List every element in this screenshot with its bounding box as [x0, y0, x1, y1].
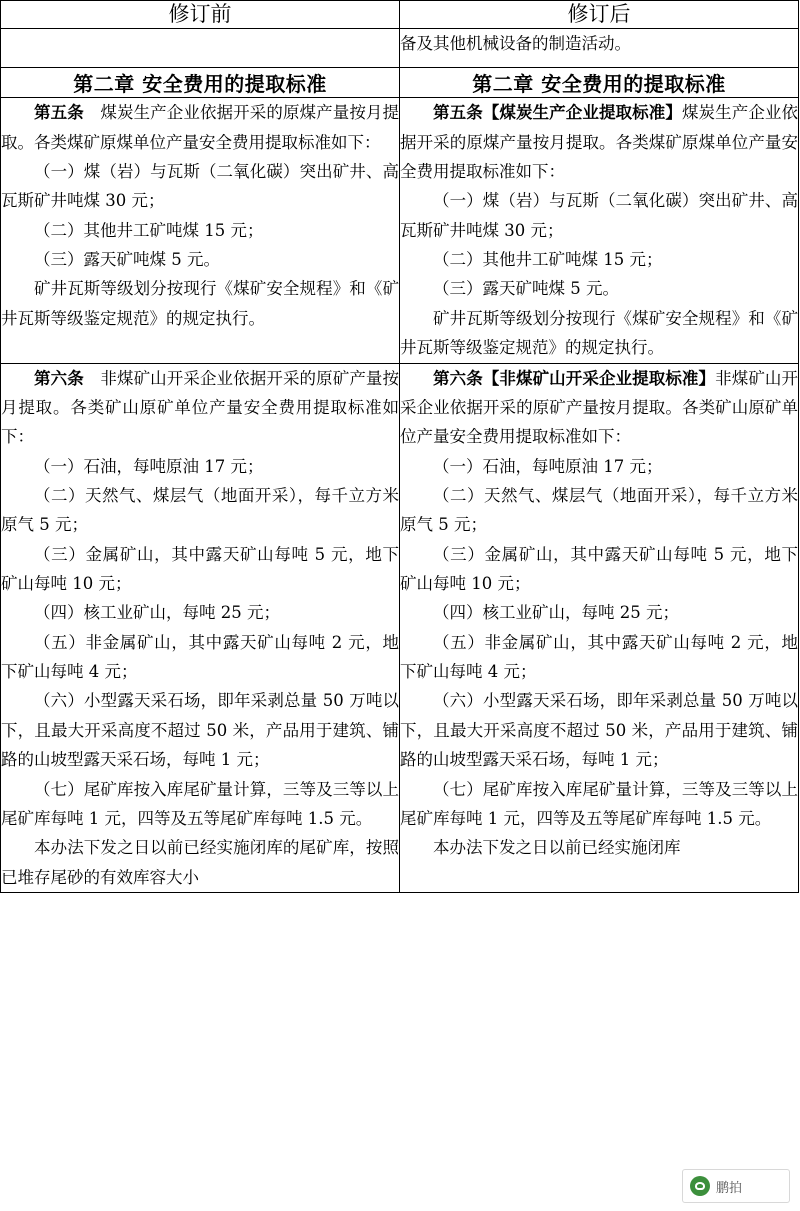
paragraph: （七）尾矿库按入库尾矿量计算，三等及三等以上尾矿库每吨 1 元，四等及五等尾矿库每吨 1.5 元。 [1, 779, 399, 828]
cell-before-article-5 [1, 98, 400, 363]
article-number: 第五条【煤炭生产企业提取标准】 [433, 103, 682, 123]
paragraph: （五）非金属矿山，其中露天矿山每吨 2 元，地下矿山每吨 4 元； [400, 632, 798, 682]
cell-after-continuation: 备及其他机械设备的制造活动。 [400, 29, 799, 68]
paragraph: （七）尾矿库按入库尾矿量计算，三等及三等以上尾矿库每吨 1 元，四等及五等尾矿库每吨 1.5 元。 [400, 779, 798, 828]
paragraph: （二）天然气、煤层气（地面开采），每千立方米原气 5 元； [1, 485, 399, 535]
watermark-badge [682, 1169, 790, 1203]
paragraph: 本办法下发之日以前已经实施闭库 [433, 838, 681, 858]
article-number: 第五条 [34, 103, 84, 123]
cell-before-continuation [1, 29, 400, 68]
column-header-before: 修订前 [1, 1, 400, 29]
paragraph: （一）石油，每吨原油 17 元； [433, 456, 663, 476]
paragraph: （四）核工业矿山，每吨 25 元； [433, 603, 679, 623]
table-row-chapter [1, 68, 799, 98]
paragraph: （六）小型露天采石场，即年采剥总量 50 万吨以下，且最大开采高度不超过 50 米，产品用于建筑、铺路的山坡型露天采石场，每吨 1 元； [1, 691, 399, 770]
paragraph: （六）小型露天采石场，即年采剥总量 50 万吨以下，且最大开采高度不超过 50 米，产品用于建筑、铺路的山坡型露天采石场，每吨 1 元； [400, 691, 798, 770]
table-row-article-5 [1, 98, 799, 363]
paragraph: （一）石油，每吨原油 17 元； [34, 456, 264, 476]
paragraph: （二）其他井工矿吨煤 15 元； [34, 220, 264, 240]
paragraph: （三）露天矿吨煤 5 元。 [34, 250, 220, 270]
paragraph: 第五条【煤炭生产企业提取标准】煤炭生产企业依据开采的原煤产量按月提取。各类煤矿原煤单位产量安全费用提取标准如下： [400, 103, 799, 182]
paragraph: 第五条 煤炭生产企业依据开采的原煤产量按月提取。各类煤矿原煤单位产量安全费用提取标准如下： [1, 103, 400, 152]
paragraph: 第六条【非煤矿山开采企业提取标准】非煤矿山开采企业依据开采的原矿产量按月提取。各类矿山原矿单位产量安全费用提取标准如下： [400, 368, 799, 447]
chapter-title-after: 第二章 安全费用的提取标准 [400, 68, 799, 98]
paragraph: （二）其他井工矿吨煤 15 元； [433, 250, 663, 270]
paragraph: （二）天然气、煤层气（地面开采），每千立方米原气 5 元； [400, 485, 798, 535]
table-header-row [1, 1, 799, 29]
leaf-logo-icon [690, 1176, 710, 1196]
paragraph: 矿井瓦斯等级划分按现行《煤矿安全规程》和《矿井瓦斯等级鉴定规范》的规定执行。 [1, 279, 399, 328]
table-row-article-6 [1, 363, 799, 892]
paragraph: 矿井瓦斯等级划分按现行《煤矿安全规程》和《矿井瓦斯等级鉴定规范》的规定执行。 [400, 308, 798, 358]
column-header-after: 修订后 [400, 1, 799, 29]
paragraph: （五）非金属矿山，其中露天矿山每吨 2 元，地下矿山每吨 4 元； [1, 632, 399, 682]
paragraph: （三）金属矿山，其中露天矿山每吨 5 元，地下矿山每吨 10 元； [400, 544, 798, 594]
cell-before-article-6 [1, 363, 400, 892]
cell-after-article-5 [400, 98, 799, 363]
table-row-continuation [1, 29, 799, 68]
paragraph: （一）煤（岩）与瓦斯（二氧化碳）突出矿井、高瓦斯矿井吨煤 30 元； [1, 162, 399, 211]
watermark-label: 鹏拍 [716, 1180, 743, 1196]
article-number: 第六条 [34, 368, 84, 388]
article-number: 第六条【非煤矿山开采企业提取标准】 [433, 368, 716, 388]
paragraph: 第六条 非煤矿山开采企业依据开采的原矿产量按月提取。各类矿山原矿单位产量安全费用提取标准如下： [1, 368, 400, 447]
cell-after-article-6 [400, 363, 799, 892]
paragraph: （三）金属矿山，其中露天矿山每吨 5 元，地下矿山每吨 10 元； [1, 544, 399, 594]
chapter-title-before: 第二章 安全费用的提取标准 [1, 68, 400, 98]
paragraph: （四）核工业矿山，每吨 25 元； [34, 603, 280, 623]
paragraph: （一）煤（岩）与瓦斯（二氧化碳）突出矿井、高瓦斯矿井吨煤 30 元； [400, 191, 798, 240]
paragraph: （三）露天矿吨煤 5 元。 [433, 279, 619, 299]
paragraph: 本办法下发之日以前已经实施闭库的尾矿库，按照已堆存尾砂的有效库容大小 [1, 838, 399, 887]
